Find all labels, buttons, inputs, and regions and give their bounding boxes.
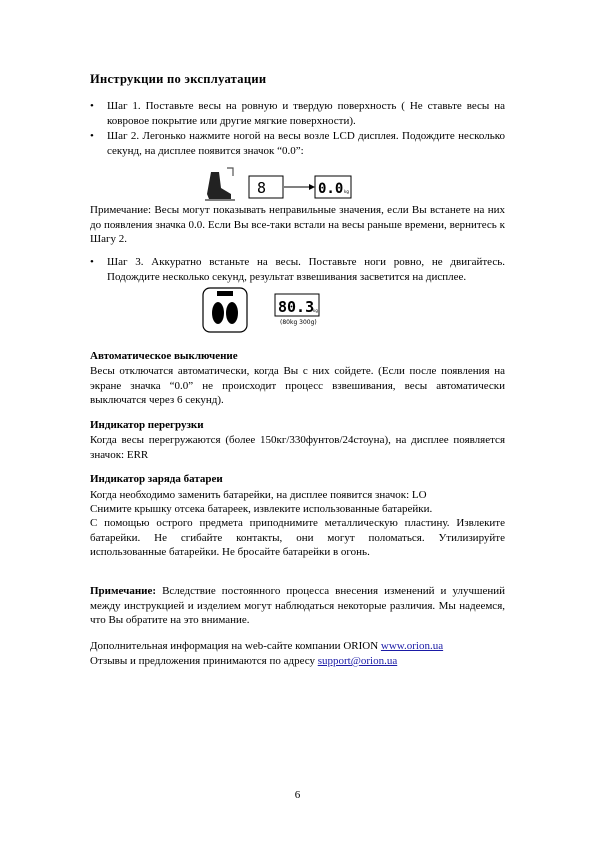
auto-off-text: Весы отключатся автоматически, когда Вы с них сойдете. (Если после появления на экране значка “0.0” не происходит процесс взвешивания, весы автоматически выключатся через 6 секунд). — [90, 365, 505, 407]
display-caption: (80kg 300g) — [280, 319, 317, 326]
step-2-item — [90, 129, 505, 158]
step-3-text: Шаг 3. Аккуратно встаньте на весы. Поставьте ноги ровно, не двигайтесь. Подождите несколько секунд, результат взвешивания засветится на дисплее. — [107, 256, 505, 283]
email-link[interactable]: support@orion.ua — [317, 655, 398, 667]
lcd-display-result — [275, 294, 319, 326]
battery-line-1: Когда необходимо заменить батарейки, на дисплее появится значок: LO — [90, 489, 427, 501]
page-number: 6 — [294, 789, 301, 801]
disclaimer-paragraph — [90, 584, 505, 628]
battery-line-3: С помощью острого предмета приподнимите металлическую пластину. Извлеките батарейки. Не сгибайте контакты, они могут поломаться. Утилизируйте использованные батарейки. Не бросайте батарейки в огонь. — [90, 517, 505, 559]
disclaimer-label: Примечание: — [90, 585, 157, 597]
feet-on-scale-icon — [203, 288, 247, 332]
contact-line-2 — [90, 654, 505, 669]
display-digits-result: 80.3 — [278, 298, 315, 316]
step-1-item — [90, 99, 505, 128]
website-link[interactable]: www.orion.ua — [380, 640, 444, 652]
display-unit: kg — [344, 189, 349, 194]
step-1-text: Шаг 1. Поставьте весы на ровную и твердую поверхность ( Не ставьте весы на ковровое покрытие или другие мягкие поверхности). — [107, 100, 505, 127]
bullet-icon: • — [90, 100, 94, 112]
page-title: Инструкции по эксплуатации — [90, 72, 267, 86]
foot-press-icon — [205, 168, 235, 200]
step-2-figure — [205, 166, 355, 202]
note-paragraph: Примечание: Весы могут показывать неправильные значения, если Вы встанете на них до появления значка 0.0. Если Вы все-таки встали на весы раньше времени, вернитесь к Шагу 2. — [90, 204, 505, 246]
overload-text: Когда весы перегружаются (более 150кг/330фунтов/24стоуна), на дисплее появляется значок: ERR — [90, 434, 505, 461]
battery-line-2: Снимите крышку отсека батареек, извлеките использованные батарейки. — [90, 503, 433, 515]
auto-off-heading: Автоматическое выключение — [90, 350, 238, 362]
display-unit: kg — [313, 308, 318, 313]
lcd-display-initial — [249, 176, 283, 198]
battery-heading: Индикатор заряда батареи — [90, 473, 223, 485]
bullet-icon: • — [90, 130, 94, 142]
disclaimer-text: Вследствие постоянного процесса внесения изменений и улучшений между инструкцией и изделием могут наблюдаться некоторые различия. Мы надеемся, что Вы обратите на это внимание. — [90, 585, 505, 627]
step-2-text: Шаг 2. Легонько нажмите ногой на весы возле LCD дисплея. Подождите несколько секунд, на дисплее появится значок “0.0”: — [107, 130, 505, 157]
step-3-figure — [200, 284, 330, 334]
display-digits-zero: 0.0 — [318, 181, 344, 197]
bullet-icon: • — [90, 256, 94, 268]
step-3-item — [90, 255, 505, 284]
display-digits-initial: 8 — [257, 179, 267, 197]
lcd-display-zero — [315, 176, 351, 198]
contact-email-text: Отзывы и предложения принимаются по адресу — [90, 655, 318, 667]
contact-line-1 — [90, 639, 505, 654]
overload-heading: Индикатор перегрузки — [90, 419, 204, 431]
contact-website-text: Дополнительная информация на web-сайте компании ORION — [90, 640, 381, 652]
arrow-right-icon — [284, 184, 315, 190]
